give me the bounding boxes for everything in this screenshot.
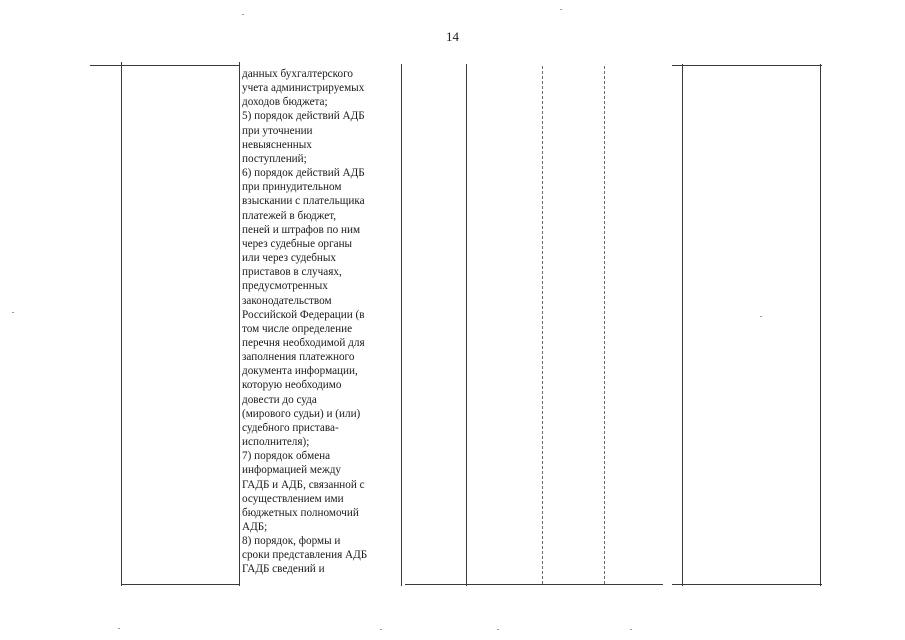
cell-line: 6) порядок действий АДБ (242, 167, 365, 180)
cell-line: сроки представления АДБ (242, 549, 368, 562)
cell-line: платежей в бюджет, (242, 209, 337, 222)
scan-speck (630, 629, 632, 630)
scan-speck (560, 9, 562, 10)
cell-line: том числе определение (242, 322, 353, 335)
cell-line: поступлений; (242, 152, 307, 165)
cell-line: бюджетных полномочий (242, 506, 359, 519)
scan-speck (242, 14, 244, 15)
cell-line: учета администрируемых (242, 82, 365, 95)
cell-line: которую необходимо (242, 379, 342, 392)
cell-line: или через судебных (242, 252, 337, 265)
cell-line: при принудительном (242, 181, 342, 194)
cell-line: взыскании с плательщика (242, 195, 365, 208)
scan-artifact-line (604, 66, 605, 584)
cell-line: 8) порядок, формы и (242, 535, 341, 548)
cell-line: исполнителя); (242, 436, 310, 449)
cell-line: перечня необходимой для (242, 336, 365, 349)
cell-line: пеней и штрафов по ним (242, 223, 361, 236)
cell-line: осуществлением ими (242, 492, 344, 505)
cell-line: приставов в случаях, (242, 266, 342, 279)
cell-line: 5) порядок действий АДБ (242, 110, 365, 123)
cell-line: 7) порядок обмена (242, 450, 331, 463)
cell-line: данных бухгалтерского (242, 68, 354, 80)
cell-line: предусмотренных (242, 280, 328, 293)
cell-line: невыясненных (242, 138, 312, 151)
table-bottom-border-left (122, 584, 240, 585)
cell-line: (мирового судьи) и (или) (242, 407, 361, 420)
table-top-border-right (672, 65, 822, 66)
cell-line: Российской Федерации (в (242, 308, 365, 321)
scan-artifact-line (542, 66, 543, 584)
cell-line: через судебные органы (242, 237, 353, 250)
cell-line: ГАДБ и АДБ, связанной с (242, 478, 365, 491)
cell-line: при уточнении (242, 124, 313, 137)
scan-speck (12, 312, 14, 313)
cell-line: заполнения платежного (242, 351, 355, 364)
column-border-3 (401, 64, 402, 586)
cell-line: информацией между (242, 464, 341, 477)
table-bottom-border-mid (405, 584, 663, 585)
table-top-border-left (90, 65, 240, 66)
cell-line: довести до суда (242, 393, 317, 406)
scan-speck (497, 629, 499, 630)
cell-line: доходов бюджета; (242, 96, 328, 109)
cell-line: АДБ; (242, 521, 268, 533)
column-border-6 (820, 64, 821, 586)
page-number: 14 (446, 29, 459, 44)
cell-line: законодательством (242, 294, 332, 307)
column-border-1 (121, 62, 122, 586)
cell-line: ГАДБ сведений и (242, 563, 325, 576)
cell-line: документа информации, (242, 365, 358, 378)
column-border-2 (239, 62, 240, 586)
scan-speck (380, 629, 382, 630)
scan-speck (760, 316, 762, 317)
table-bottom-border-right (672, 584, 822, 585)
scan-speck (118, 628, 120, 629)
column-border-5 (682, 64, 683, 586)
column-border-4 (466, 64, 467, 586)
cell-line: судебного пристава- (242, 421, 339, 434)
table-cell-text (242, 67, 398, 577)
